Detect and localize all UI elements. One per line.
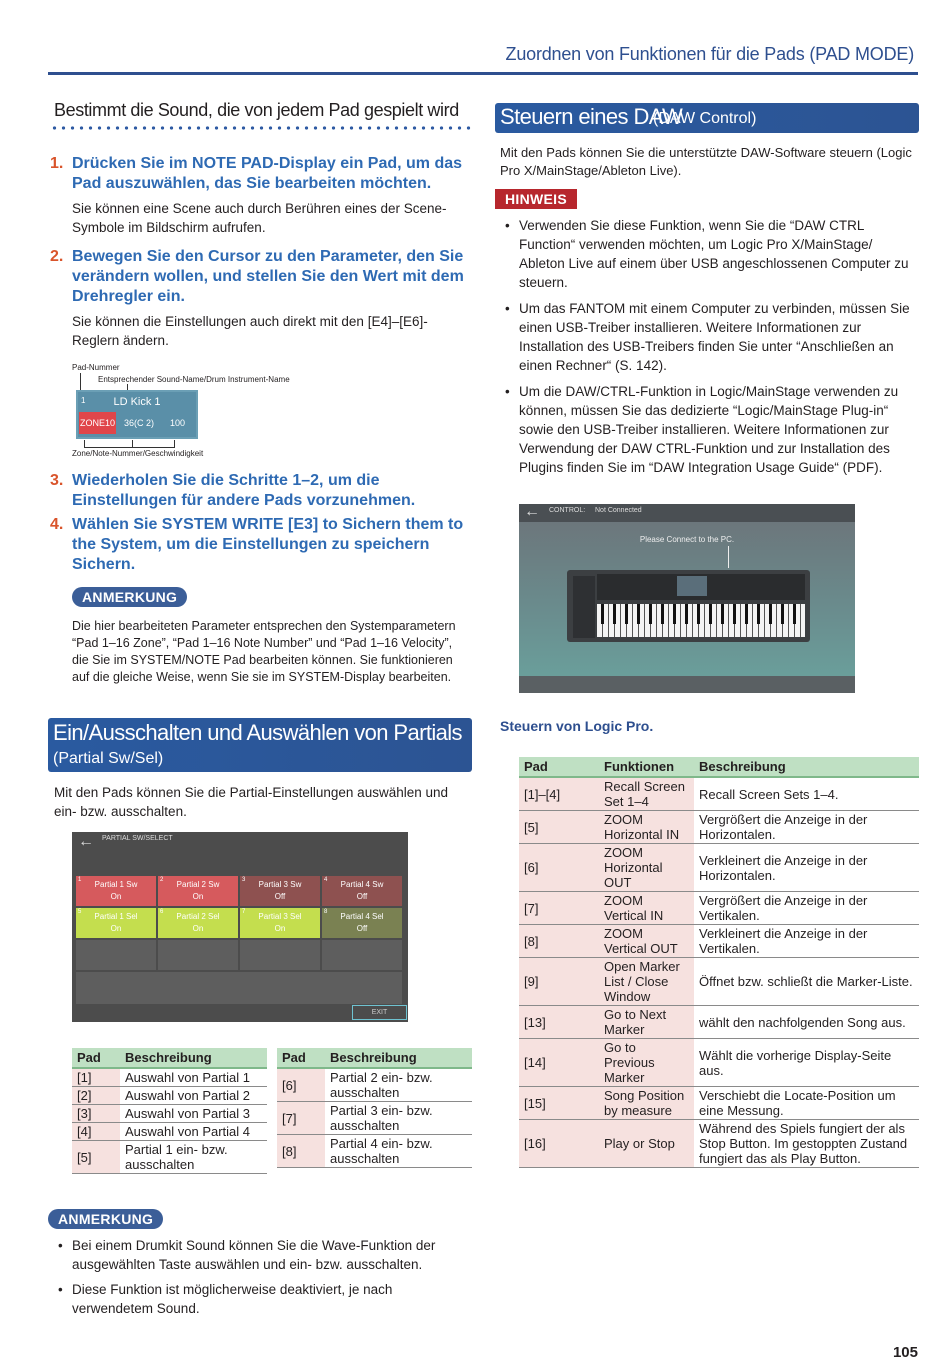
table-row: [6] Partial 2 ein- bzw. ausschalten bbox=[277, 1068, 472, 1102]
step-4: 4. Wählen Sie SYSTEM WRITE [E3] to Sichern them to the System, um die Einstellungen zu speichern Sichern. bbox=[50, 516, 464, 573]
running-header: Zuordnen von Funktionen für die Pads (PAD MODE) bbox=[505, 44, 914, 64]
table-row: [15] Song Position by measure Verschiebt die Locate-Position um eine Messung. bbox=[519, 1087, 919, 1120]
table-row: [8] ZOOM Vertical OUT Verkleinert die Anzeige in der Vertikalen. bbox=[519, 925, 919, 958]
partial-table-1: Pad Beschreibung [1] Auswahl von Partial 1 [2] Auswahl von Partial 2 [3] Auswahl von Partial 3 [4] Auswahl von Partial 4 [5] Partial 1 ein- bzw. ausschalten bbox=[72, 1048, 267, 1174]
table-row: [13] Go to Next Marker wählt den nachfolgenden Song aus. bbox=[519, 1006, 919, 1039]
hinweis-list bbox=[499, 216, 919, 477]
logic-subtitle: Steuern von Logic Pro. bbox=[500, 718, 654, 734]
pad-partial-2-sel[interactable]: 6 Partial 2 Sel On bbox=[158, 908, 238, 938]
table-row: [14] Go to Previous Marker Wählt die vorherige Display-Seite aus. bbox=[519, 1039, 919, 1087]
pad-tile: 1 LD Kick 1 ZONE10 36(C 2) 100 bbox=[76, 390, 198, 439]
list-item: • Bei einem Drumkit Sound können Sie die Wave-Funktion der ausgewählten Taste auswählen und ein- bzw. ausschalten. bbox=[52, 1236, 472, 1274]
table-row: [16] Play or Stop Während des Spiels fungiert der als Stop Button. Im gestoppten Zustand fungiert das als Play Button. bbox=[519, 1120, 919, 1168]
table-row: [9] Open Marker List / Close Window Öffnet bzw. schließt die Marker-Liste. bbox=[519, 958, 919, 1006]
page-number: 105 bbox=[892, 1344, 918, 1361]
section-title: Bestimmt die Sound, die von jedem Pad gespielt wird bbox=[54, 100, 459, 120]
daw-screen bbox=[519, 504, 855, 693]
list-item: • Verwenden Sie diese Funktion, wenn Sie die “DAW CTRL Function“ verwenden möchten, um Logic Pro X/MainStage/ Ableton Live auf einem über USB angeschlossenen Computer zu steuern. bbox=[499, 216, 919, 292]
exit-button[interactable]: EXIT bbox=[352, 1005, 407, 1020]
control-label: CONTROL: bbox=[549, 507, 586, 514]
step-1: 1. Drücken Sie im NOTE PAD-Display ein Pad, um das Pad auszuwählen, das Sie bearbeiten möchten. Sie können eine Scene auch durch Berühren eines der Scene-Symbole im Bildschirm aufrufen. bbox=[50, 155, 463, 235]
table-row: [6] ZOOM Horizontal OUT Verkleinert die Anzeige in der Horizontalen. bbox=[519, 844, 919, 892]
table-row: [1] Auswahl von Partial 1 bbox=[72, 1068, 267, 1087]
pad-partial-3-sel[interactable]: 7 Partial 3 Sel On bbox=[240, 908, 320, 938]
note-text: Die hier bearbeiteten Parameter entsprechen den Systemparametern “Pad 1–16 Zone”, “Pad 1–16 Note Number” und “Pad 1–16 Velocity”, die Sie im SYSTEM/NOTE Pad bearbeiten können. Sie funktionieren auf die gleiche Weise, wenn Sie sie im SYSTEM-Display bearbeiten. bbox=[72, 619, 456, 684]
table-row: [2] Auswahl von Partial 2 bbox=[72, 1087, 267, 1105]
table-row: [8] Partial 4 ein- bzw. ausschalten bbox=[277, 1135, 472, 1168]
note-badge-2: ANMERKUNG bbox=[48, 1209, 163, 1229]
pad-partial-1-sw[interactable]: 1 Partial 1 Sw On bbox=[76, 876, 156, 906]
pad-partial-1-sel[interactable]: 5 Partial 1 Sel On bbox=[76, 908, 156, 938]
note-badge: ANMERKUNG bbox=[72, 587, 187, 607]
step-2: 2. Bewegen Sie den Cursor zu den Parameter, den Sie verändern wollen, und stellen Sie den Wert mit dem Drehregler ein. Sie können die Einstellungen auch direkt mit den [E4]–[E6]-Reglern ändern. bbox=[50, 248, 464, 348]
pad-partial-2-sw[interactable]: 2 Partial 2 Sw On bbox=[158, 876, 238, 906]
zone-label: Zone/Note-Nummer/Geschwindigkeit bbox=[72, 449, 204, 458]
list-item: • Um das FANTOM mit einem Computer zu verbinden, müssen Sie einen USB-Treiber installieren. Weitere Informationen zur Installation des USB-Treibers finden Sie unter “Anschließen an einen Rechner“ (S. 142). bbox=[499, 299, 919, 375]
hinweis-badge: HINWEIS bbox=[495, 189, 577, 209]
table-row: [7] ZOOM Vertical IN Vergrößert die Anzeige in der Vertikalen. bbox=[519, 892, 919, 925]
keyboard-image bbox=[567, 570, 810, 642]
partial-intro: Mit den Pads können Sie die Partial-Einstellungen auswählen und ein- bzw. ausschalten. bbox=[54, 785, 449, 819]
list-item: • Diese Funktion ist möglicherweise deaktiviert, je nach verwendetem Sound. bbox=[52, 1280, 472, 1318]
back-icon[interactable]: ← bbox=[524, 503, 540, 520]
pad-partial-3-sw[interactable]: 3 Partial 3 Sw Off bbox=[240, 876, 320, 906]
partial-section-banner: Ein/Ausschalten und Auswählen von Partials (Partial Sw/Sel) bbox=[48, 718, 472, 772]
connect-message: Please Connect to the PC. bbox=[639, 535, 735, 544]
table-row: [3] Auswahl von Partial 3 bbox=[72, 1105, 267, 1123]
back-icon[interactable]: ← bbox=[78, 833, 94, 850]
table-row: [7] Partial 3 ein- bzw. ausschalten bbox=[277, 1102, 472, 1135]
list-item: • Um die DAW/CTRL-Funktion in Logic/MainStage verwenden zu können, müssen Sie das dedizierte “Logic/MainStage Plug-in“ sowie den USB-Treiber installieren. Weitere Informationen zur Verwendung der DAW CTRL-Funktion und zur Installation des Plugins finden Sie im “DAW Integration Usage Guide“ (PDF). bbox=[499, 382, 919, 477]
screen-title: PARTIAL SW/SELECT bbox=[102, 835, 173, 842]
sound-name-label: Entsprechender Sound-Name/Drum Instrument-Name bbox=[98, 375, 290, 384]
table-row: [5] ZOOM Horizontal IN Vergrößert die Anzeige in der Horizontalen. bbox=[519, 811, 919, 844]
daw-section-banner: Steuern eines DAW (DAW Control) bbox=[495, 103, 919, 133]
step-3: 3. Wiederholen Sie die Schritte 1–2, um die Einstellungen für andere Pads vorzunehmen. bbox=[50, 472, 416, 509]
header-rule bbox=[48, 72, 918, 75]
connection-status: Not Connected bbox=[595, 507, 642, 514]
table-row: [1]–[4] Recall Screen Set 1–4 Recall Screen Sets 1–4. bbox=[519, 777, 919, 811]
table-row: [5] Partial 1 ein- bzw. ausschalten bbox=[72, 1141, 267, 1174]
logic-table: Pad Funktionen Beschreibung [1]–[4] Recall Screen Set 1–4 Recall Screen Sets 1–4. [5] ZOOM Horizontal IN Vergrößert die Anzeige in der Horizontalen. [6] ZOOM Horizontal OUT Verkleinert die Anzeige in der Horizontalen. [7] ZOOM Vertical IN Vergrößert die Anzeige in der Vertikalen. [8] ZOOM Vertical OUT Verkleinert die Anzeige in der Vertikalen. [9] Open Marker List / Close Window Öffnet bzw. schließt die Marker-Liste. [13] Go to Next Marker wählt den nachfolgenden Song aus. [14] Go to Previous Marker Wählt die vorherige Display-Seite aus. [15] Song Position by measure Verschiebt die Locate-Position um eine Messung. [16] Play or Stop Während des Spiels fungiert der als Stop Button. Im gestoppten Zustand fungiert das als Play Button. bbox=[519, 757, 919, 1168]
pad-partial-4-sel[interactable]: 8 Partial 4 Sel Off bbox=[322, 908, 402, 938]
pad-partial-4-sw[interactable]: 4 Partial 4 Sw Off bbox=[322, 876, 402, 906]
pad-number-label: Pad-Nummer bbox=[72, 363, 120, 372]
pad-diagram bbox=[72, 363, 372, 463]
partial-screen bbox=[72, 832, 408, 1022]
partial-table-2: Pad Beschreibung [6] Partial 2 ein- bzw. ausschalten [7] Partial 3 ein- bzw. ausschalten [8] Partial 4 ein- bzw. ausschalten bbox=[277, 1048, 472, 1168]
table-row: [4] Auswahl von Partial 4 bbox=[72, 1123, 267, 1141]
partial-grid bbox=[76, 876, 406, 972]
daw-intro: Mit den Pads können Sie die unterstützte DAW-Software steuern (Logic Pro X/MainStage/Ableton Live). bbox=[500, 145, 912, 178]
dotted-divider bbox=[50, 126, 472, 130]
note-list bbox=[52, 1236, 472, 1318]
